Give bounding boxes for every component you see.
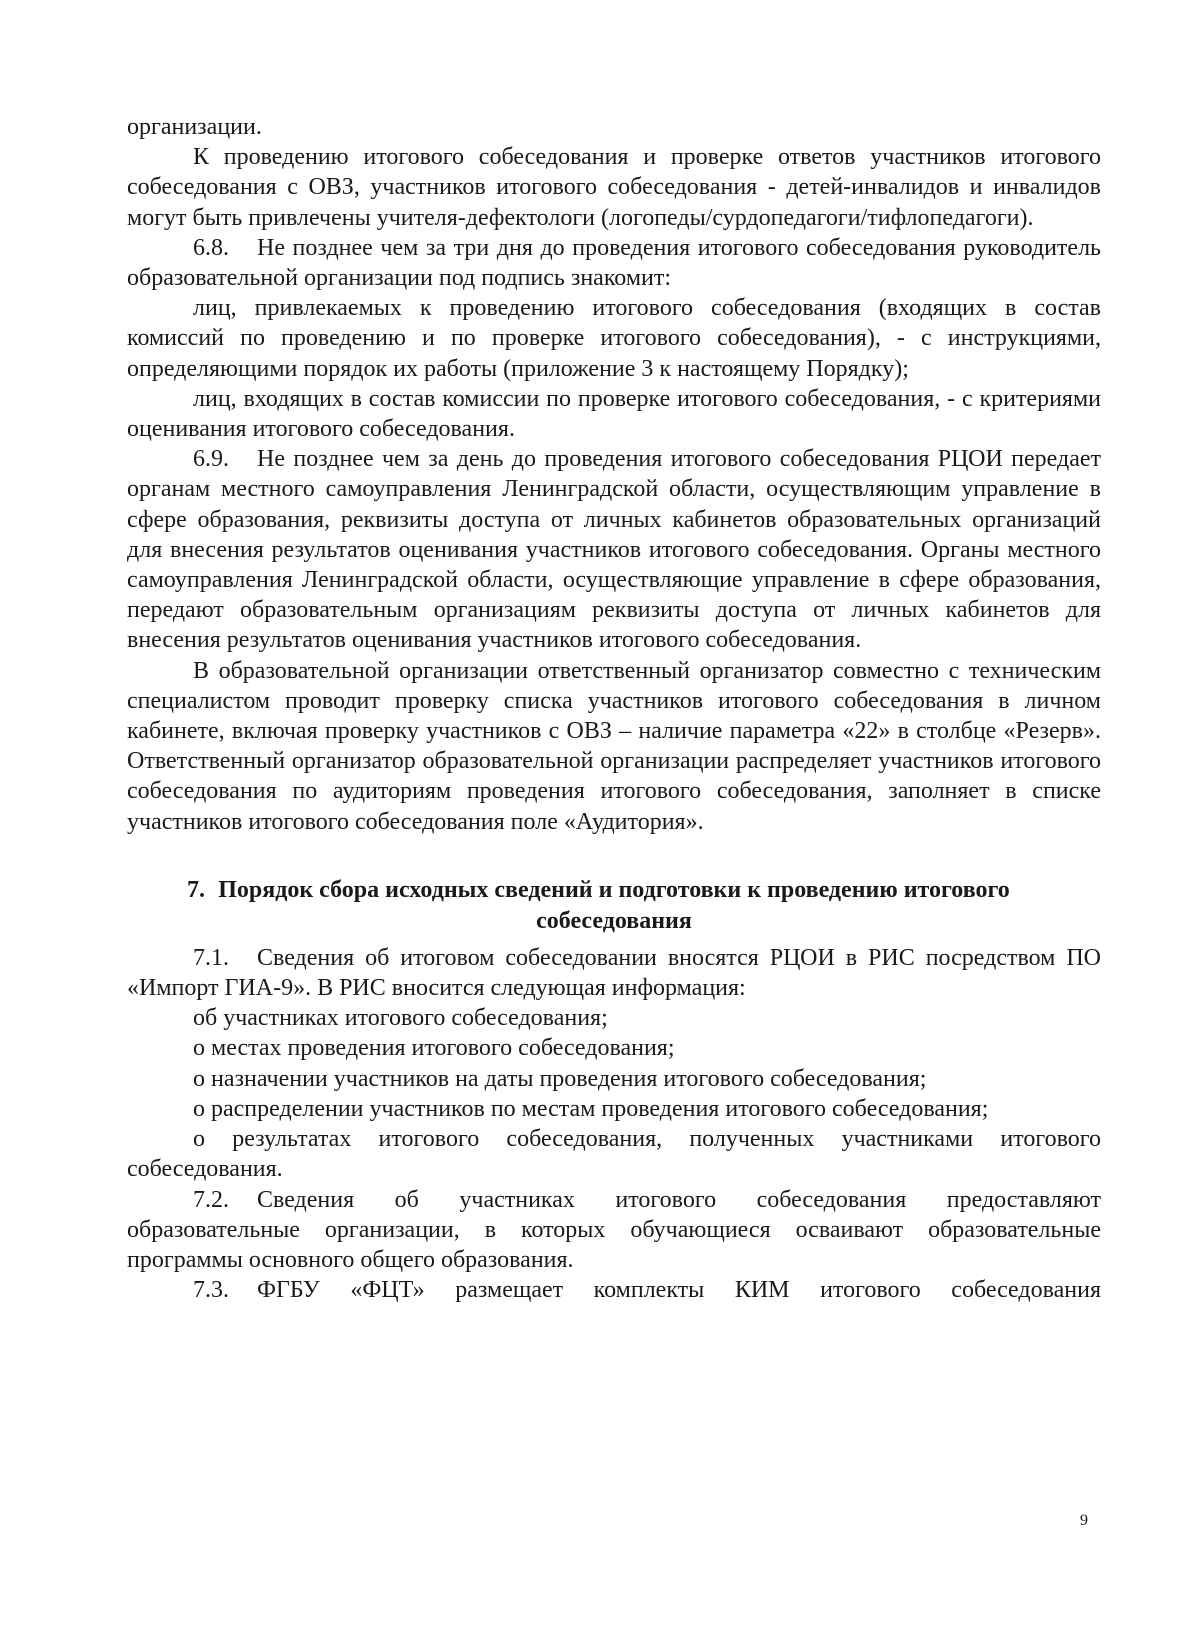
section-title [127, 875, 1101, 937]
clause-number: 6.8. [193, 234, 229, 261]
clause-number: 6.9. [193, 446, 229, 473]
paragraph: К проведению итогового собеседования и проверке ответов участников итогового собеседования с ОВЗ, участников итогового собеседования - детей-инвалидов и инвалидов могут быть привлечены учителя-дефектологи (логопеды/сурдопедагоги/тифлопедагоги). [127, 144, 1101, 231]
section-heading [127, 875, 1101, 937]
list-item: о назначении участников на даты проведения итогового собеседования; [193, 1065, 927, 1092]
list-item: об участниках итогового собеседования; [193, 1005, 608, 1032]
list-item: о местах проведения итогового собеседования; [193, 1035, 675, 1062]
clause-number: 7.1. [193, 944, 229, 971]
clause-text: Сведения об итоговом собеседовании вносятся РЦОИ в РИС посредством ПО «Импорт ГИА-9». В РИС вносится следующая информация: [127, 944, 1101, 1002]
paragraph: лиц, привлекаемых к проведению итогового собеседования (входящих в состав комиссий по проведению и по проверке итогового собеседования), - с инструкциями, определяющими порядок их работы (приложение 3 к настоящему Порядку); [127, 295, 1101, 382]
paragraph: В образовательной организации ответственный организатор совместно с техническим специалистом проводит проверку списка участников итогового собеседования в личном кабинете, включая проверку участников с ОВЗ – наличие параметра «22» в столбце «Резерв». Ответственный организатор образовательной организации распределяет участников итогового собеседования по аудиториям проведения итогового собеседования, заполняет в списке участников итогового собеседования поле «Аудитория». [127, 657, 1101, 835]
list-item: о распределении участников по местам проведения итогового собеседования; [193, 1095, 989, 1122]
numbered-paragraph [127, 1185, 1101, 1276]
clause-text: ФГБУ «ФЦТ» размещает комплекты КИМ итогового собеседования [257, 1277, 1101, 1304]
clause-text: Не позднее чем за день до проведения итогового собеседования РЦОИ передает органам местного самоуправления Ленинградской области, осуществляющим управление в сфере образования, реквизиты доступа от личных кабинетов образовательных организаций для внесения результатов оценивания участников итогового собеседования. Органы местного самоуправления Ленинградской области, осуществляющие управление в сфере образования, передают образовательным организациям реквизиты доступа от личных кабинетов для внесения результатов оценивания участников итогового собеседования. [127, 446, 1101, 654]
numbered-paragraph [127, 444, 1101, 655]
clause-number: 7.3. [193, 1277, 229, 1304]
document-body [127, 112, 1101, 1305]
clause-number: 7.2. [193, 1186, 229, 1213]
clause-text: Не позднее чем за три дня до проведения итогового собеседования руководитель образовательной организации под подпись знакомит: [127, 234, 1101, 292]
paragraph: организации. [127, 114, 262, 140]
list-item: о результатах итогового собеседования, полученных участниками итогового собеседования. [127, 1126, 1101, 1183]
section-number: 7. [187, 876, 205, 903]
numbered-paragraph [127, 233, 1101, 293]
clause-text: Сведения об участниках итогового собеседования предоставляют образовательные организации, в которых обучающиеся осваивают образовательные программы основного общего образования. [127, 1186, 1101, 1273]
numbered-paragraph [127, 1275, 1101, 1305]
numbered-paragraph [127, 943, 1101, 1003]
section-title-text: Порядок сбора исходных сведений и подготовки к проведению итогового собеседования [218, 876, 1010, 934]
paragraph: лиц, входящих в состав комиссии по проверке итогового собеседования, - с критериями оценивания итогового собеседования. [127, 385, 1101, 443]
page-number: 9 [1080, 1512, 1088, 1529]
